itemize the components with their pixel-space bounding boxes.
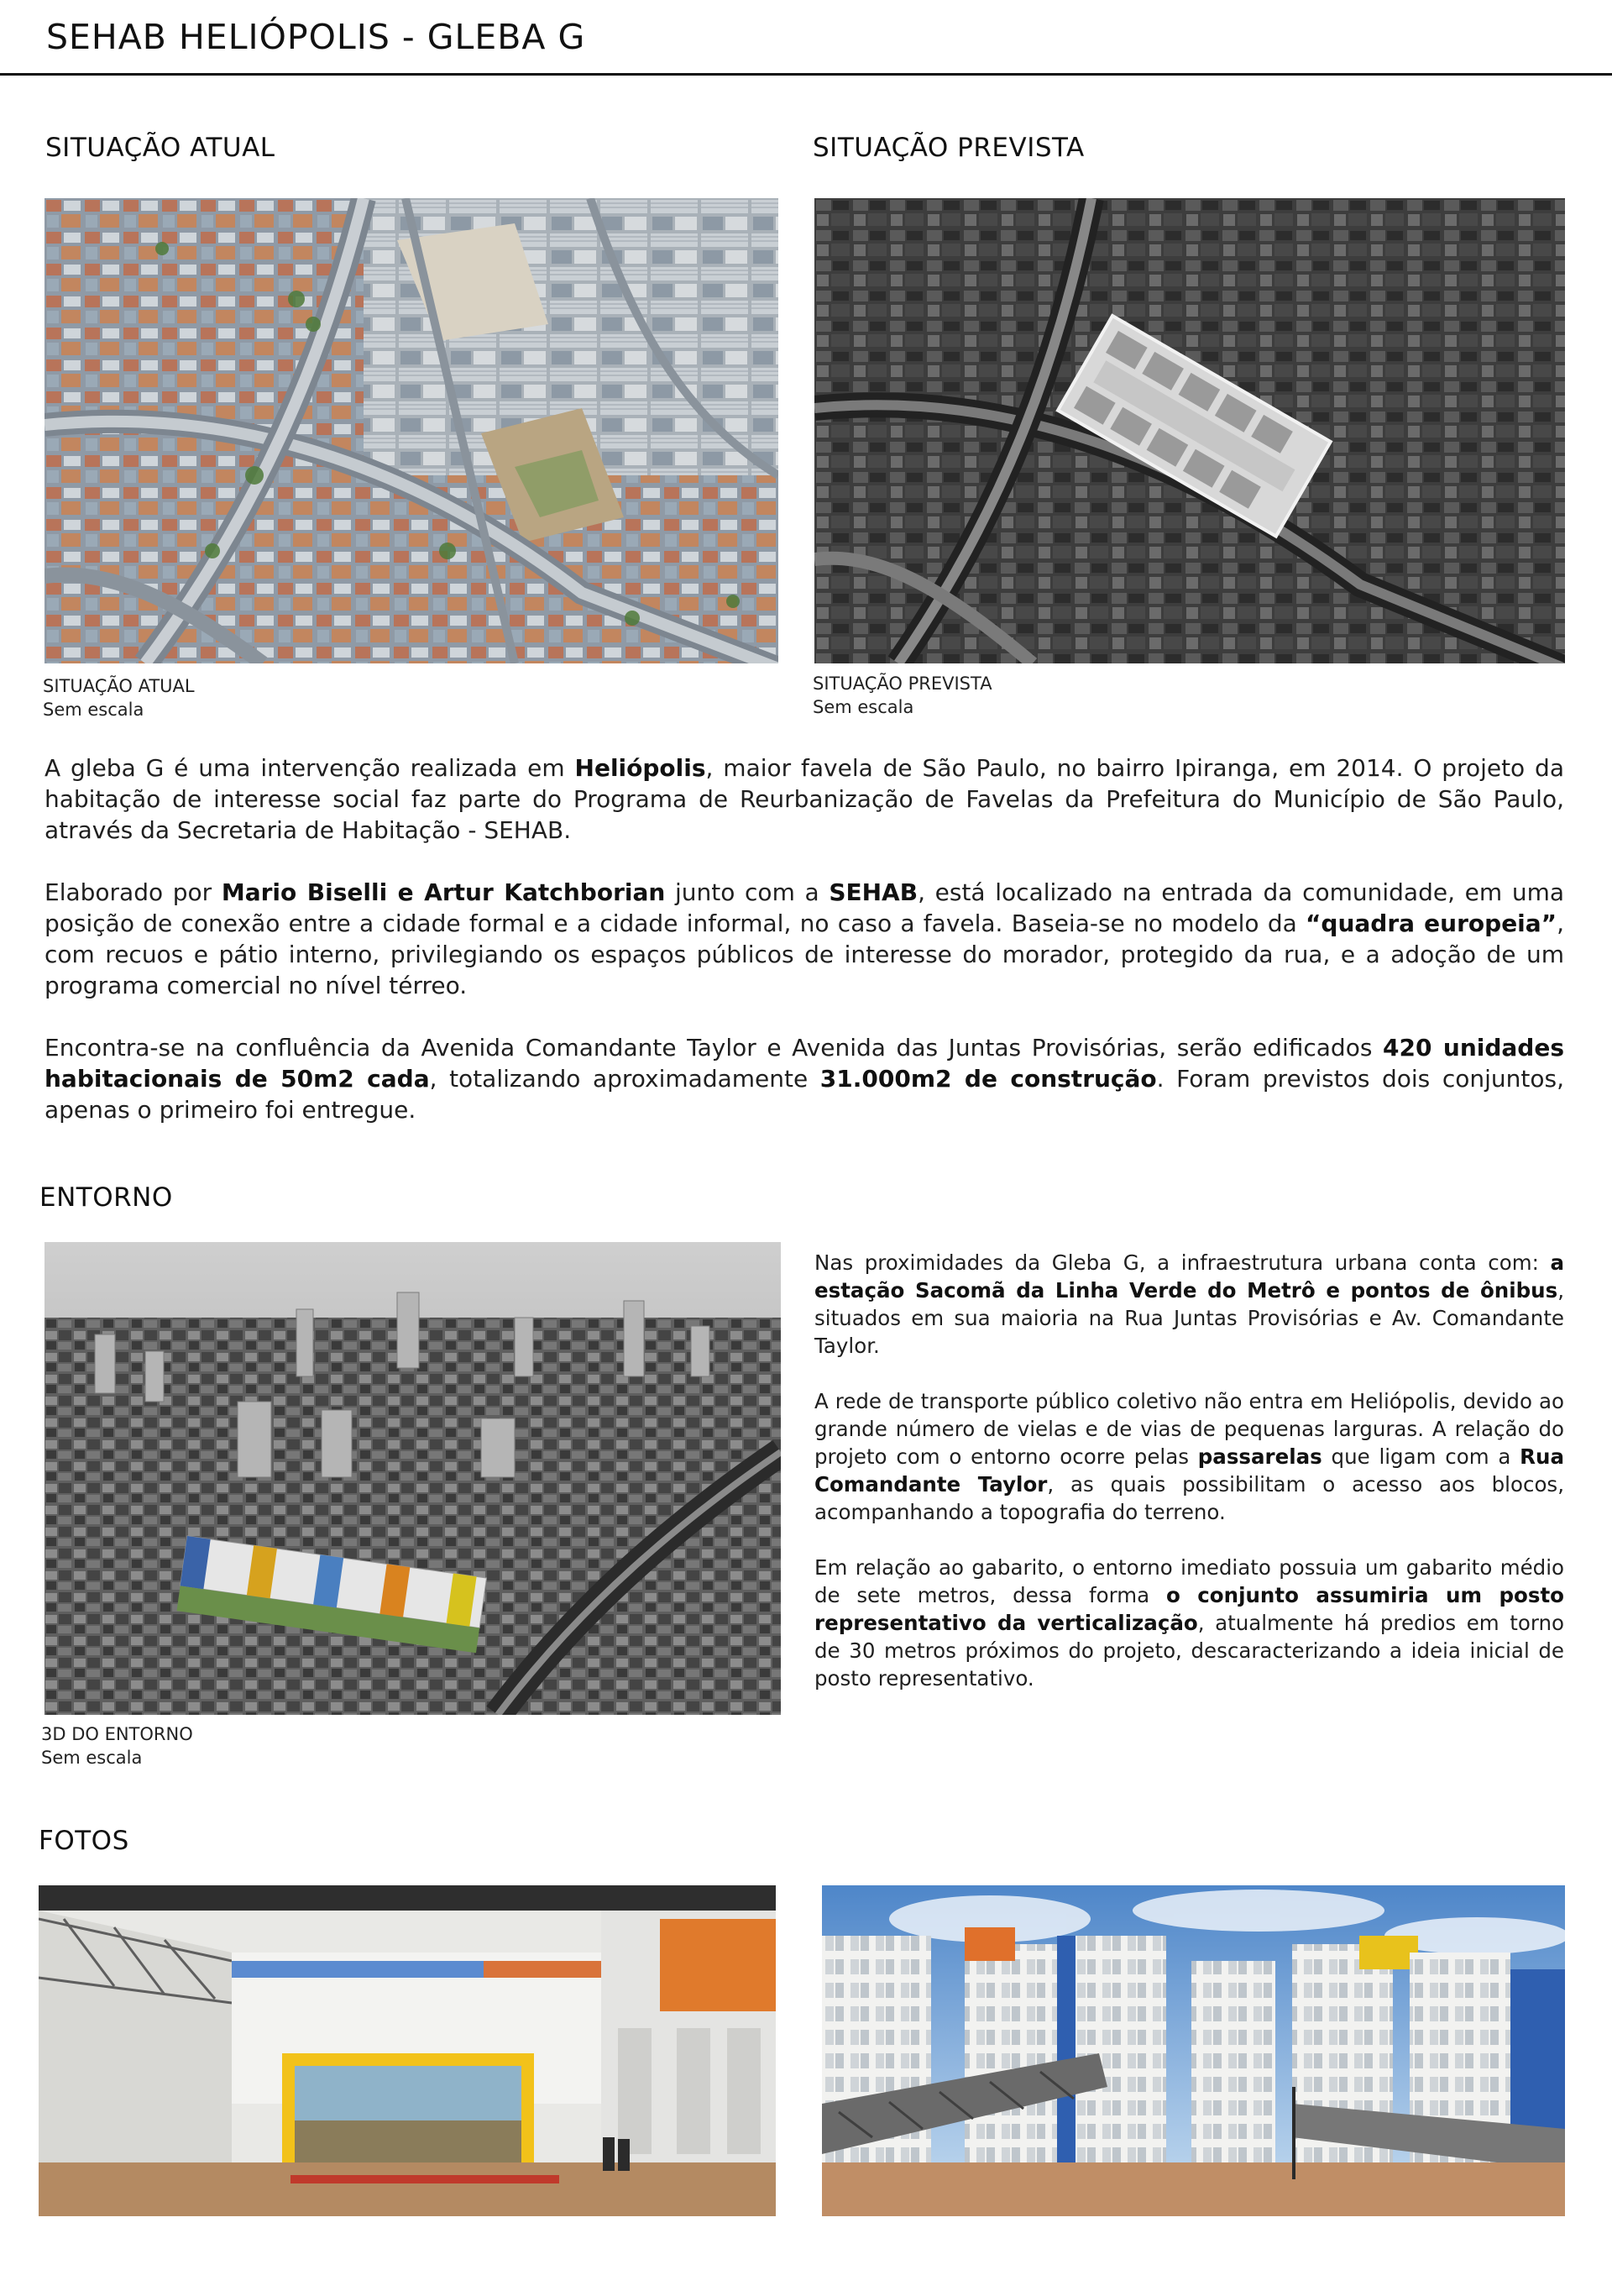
body-text-run: , atualmente há predios em torno de 30 metros próximos do projeto, descaracterizando a ideia inicial de posto representativo. [814,1611,1564,1691]
caption-title: 3D DO ENTORNO [41,1724,193,1744]
page-title: SEHAB HELIÓPOLIS - GLEBA G [46,17,586,57]
caption-scale: Sem escala [41,1748,143,1768]
heading-entorno: ENTORNO [39,1182,173,1213]
aerial-photo-proposed [814,198,1565,663]
emphasis-text: Mario Biselli e Artur Katchborian [221,878,666,906]
intro-paragraph-3 [44,1032,1564,1125]
body-text-run: Em relação ao gabarito, o entorno imediato possuia um gabarito médio de sete metros, dessa forma [814,1555,1564,1607]
caption-situacao-atual [43,674,195,721]
body-text-run: A rede de transporte público coletivo não entra em Heliópolis, devido ao grande número de vielas e de vias de pequenas larguras. A relação do projeto com o entorno ocorre pelas [814,1389,1564,1469]
body-text-run: , situados em sua maioria na Rua Juntas Provisórias e Av. Comandante Taylor. [814,1278,1564,1358]
emphasis-text: passarelas [1197,1444,1322,1469]
body-text-run: , as quais possibilitam o acesso aos blocos, acompanhando a topografia do terreno. [814,1472,1564,1524]
caption-situacao-prevista [813,672,992,719]
emphasis-text: SEHAB [829,878,919,906]
body-text-run: A gleba G é uma intervenção realizada em [44,754,575,782]
entorno-paragraph-3 [814,1554,1564,1692]
body-text-run: , maior favela de São Paulo, no bairro Ipiranga, em 2014. O projeto da habitação de interesse social faz parte do Programa de Reurbanização de Favelas da Prefeitura do Município de São Paulo, através da Secretaria de Habitação - SEHAB. [44,754,1564,844]
entorno-text [814,1249,1564,1720]
body-text-run: Encontra-se na confluência da Avenida Comandante Taylor e Avenida das Juntas Provisórias, serão edificados [44,1034,1384,1062]
heading-fotos: FOTOS [39,1826,129,1856]
title-divider [0,73,1612,76]
body-text-run: junto com a [665,878,830,906]
emphasis-text: Rua Comandante Taylor [814,1444,1564,1497]
caption-scale: Sem escala [813,697,914,717]
body-text-run: , está localizado na entrada da comunidade, em uma posição de conexão entre a cidade formal e a cidade informal, no caso a favela. Baseia-se no modelo da [44,878,1564,937]
3d-context-render [44,1242,781,1715]
heading-situacao-atual: SITUAÇÃO ATUAL [45,133,275,163]
body-text-run: Elaborado por [44,878,222,906]
photo-courtyard-gate [39,1885,776,2216]
intro-text [44,752,1564,1156]
body-text-run: , com recuos e pátio interno, privilegiando os espaços públicos de interesse do morador, protegido da rua, e a adoção de um programa comercial no nível térreo. [44,909,1564,999]
emphasis-text: 420 unidades habitacionais de 50m2 cada [44,1034,1565,1093]
emphasis-text: Heliópolis [574,754,706,782]
body-text-run: . Foram previstos dois conjuntos, apenas o primeiro foi entregue. [44,1065,1564,1124]
heading-situacao-prevista: SITUAÇÃO PREVISTA [813,133,1085,163]
caption-title: SITUAÇÃO ATUAL [43,676,195,696]
photo-housing-blocks [822,1885,1565,2216]
caption-scale: Sem escala [43,700,144,720]
emphasis-text: “quadra europeia” [1306,909,1557,937]
caption-entorno [41,1722,193,1769]
entorno-paragraph-2 [814,1387,1564,1526]
body-text-run: , totalizando aproximadamente [429,1065,820,1093]
aerial-photo-current [44,198,778,663]
body-text-run: Nas proximidades da Gleba G, a infraestrutura urbana conta com: [814,1250,1551,1275]
emphasis-text: o conjunto assumiria um posto representativo da verticalização [814,1583,1564,1635]
caption-title: SITUAÇÃO PREVISTA [813,674,992,694]
intro-paragraph-2 [44,877,1564,1001]
emphasis-text: a estação Sacomã da Linha Verde do Metrô e pontos de ônibus [814,1250,1564,1303]
intro-paragraph-1 [44,752,1564,846]
entorno-paragraph-1 [814,1249,1564,1360]
emphasis-text: 31.000m2 de construção [819,1065,1157,1093]
body-text-run: que ligam com a [1322,1444,1520,1469]
